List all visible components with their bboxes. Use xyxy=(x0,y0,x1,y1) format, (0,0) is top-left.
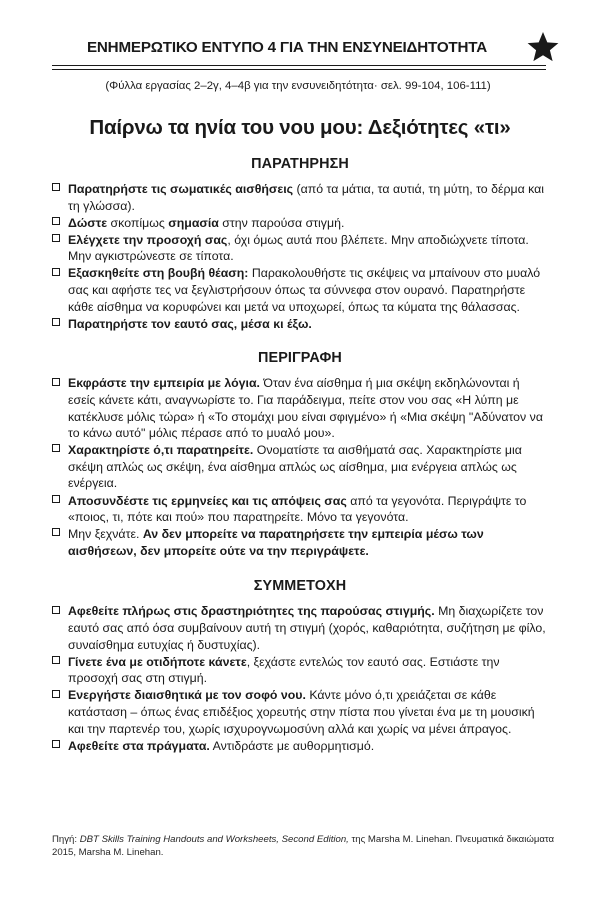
checklist xyxy=(52,181,548,332)
checkbox-icon[interactable] xyxy=(52,656,60,664)
list-item[interactable] xyxy=(52,265,548,315)
list-item-text: Ελέγχετε την προσοχή σας, όχι όμως αυτά που βλέπετε. Μην αποδιώχνετε τίποτα. Μην αγκιστρώνεστε σε τίποτα. xyxy=(68,232,529,264)
document-header xyxy=(52,0,548,140)
header-divider xyxy=(52,65,546,70)
list-item-text: Εκφράστε την εμπειρία με λόγια. Όταν ένα αίσθημα ή μια σκέψη εκδηλώνονται ή εσείς κάνετε κάτι, αναγνωρίστε το. Για παράδειγμα, πείτε στον νου σας «Η λύπη με κατέκλυσε μόλις τώρα» ή «Το στομάχι μου είναι σφιγμένο» ή «Μια σκέψη "Αδύνατον να το κάνω αυτό" μόλις πέρασε από το μυαλό μου». xyxy=(68,376,543,441)
list-item-text: Παρατηρήστε τον εαυτό σας, μέσα κι έξω. xyxy=(68,316,312,331)
section-describe xyxy=(52,350,548,559)
list-item-text: Ενεργήστε διαισθητικά με τον σοφό νου. Κάντε μόνο ό,τι χρειάζεται σε κάθε κατάσταση – όπως ένας επιδέξιος χορευτής στην πίστα που γίνεται ένα με τη μουσική και την παρτενέρ του, χωρίς ισχυρογνωμοσύνη αλλά και χωρίς να μένει άπραγος. xyxy=(68,688,535,736)
checkbox-icon[interactable] xyxy=(52,318,60,326)
header-subtitle: (Φύλλα εργασίας 2–2γ, 4–4β για την ενσυνειδητότητα· σελ. 99-104, 106-111) xyxy=(105,80,491,92)
checkbox-icon[interactable] xyxy=(52,495,60,503)
list-item[interactable] xyxy=(52,232,548,265)
checkbox-icon[interactable] xyxy=(52,378,60,386)
section-heading: ΠΕΡΙΓΡΑΦΗ xyxy=(258,350,342,367)
section-heading: ΣΥΜΜΕΤΟΧΗ xyxy=(253,578,347,595)
checkbox-icon[interactable] xyxy=(52,528,60,536)
list-item-text: Εξασκηθείτε στη βουβή θέαση: Παρακολουθήστε τις σκέψεις να μπαίνουν στο μυαλό σας και αφήστε τες να ξεγλιστρήσουν όπως τα σύννεφα στον ουρανό. Παρατηρήστε κάθε αίσθημα να κορυφώνει και μετά να υποχωρεί, όπως τα κύματα της θάλασσας. xyxy=(68,266,541,314)
banner-title: ΕΝΗΜΕΡΩΤΙΚΟ ΕΝΤΥΠΟ 4 ΓΙΑ ΤΗΝ ΕΝΣΥΝΕΙΔΗΤΟΤΗΤΑ xyxy=(86,39,487,56)
list-item-text: Αφεθείτε πλήρως στις δραστηριότητες της παρούσας στιγμής. Μη διαχωρίζετε τον εαυτό σας από όσα συμβαίνουν αυτή τη στιγμή (χορός, καθαριότητα, συζήτηση με φίλο, συναίσθημα ευτυχίας ή δυστυχίας). xyxy=(68,604,546,652)
checkbox-icon[interactable] xyxy=(52,268,60,276)
checklist xyxy=(52,603,548,754)
checkbox-icon[interactable] xyxy=(52,690,60,698)
checkbox-icon[interactable] xyxy=(52,217,60,225)
source-citation: Πηγή: DBT Skills Training Handouts and Worksheets, Second Edition, της Marsha M. Linehan. Πνευματικά δικαιώματα 2015, Marsha M. Linehan. xyxy=(52,834,555,859)
banner-row xyxy=(52,38,548,62)
list-item[interactable] xyxy=(52,442,548,492)
list-item[interactable] xyxy=(52,738,548,755)
list-item[interactable] xyxy=(52,654,548,687)
list-item-text: Χαρακτηρίστε ό,τι παρατηρείτε. Ονοματίστε τα αισθήματά σας. Χαρακτηρίστε μια σκέψη απλώς ως σκέψη, ένα αίσθημα απλώς ως αίσθημα, μια ενέργεια απλώς ως ενέργεια. xyxy=(68,443,522,491)
list-item[interactable] xyxy=(52,493,548,526)
list-item[interactable] xyxy=(52,603,548,653)
checkbox-icon[interactable] xyxy=(52,183,60,191)
checklist xyxy=(52,375,548,559)
list-item[interactable] xyxy=(52,215,548,232)
checkbox-icon[interactable] xyxy=(52,606,60,614)
list-item[interactable] xyxy=(52,526,548,559)
page-title: Παίρνω τα ηνία του νου μου: Δεξιότητες «τι» xyxy=(89,116,511,139)
list-item-text: Μην ξεχνάτε. Αν δεν μπορείτε να παρατηρήσετε την εμπειρία μέσω των αισθήσεων, δεν μπορείτε ούτε να την περιγράψετε. xyxy=(68,527,484,558)
checkbox-icon[interactable] xyxy=(52,444,60,452)
list-item[interactable] xyxy=(52,316,548,333)
star-icon xyxy=(526,30,560,64)
section-observe xyxy=(52,156,548,332)
list-item[interactable] xyxy=(52,181,548,214)
list-item-text: Γίνετε ένα με οτιδήποτε κάνετε, ξεχάστε εντελώς τον εαυτό σας. Εστιάστε την προσοχή σας στη στιγμή. xyxy=(68,654,500,686)
section-participate xyxy=(52,578,548,754)
list-item-text: Παρατηρήστε τις σωματικές αισθήσεις (από τα μάτια, τα αυτιά, τη μύτη, το δέρμα και τη γλώσσα). xyxy=(68,182,545,213)
list-item[interactable] xyxy=(52,375,548,441)
list-item-text: Αφεθείτε στα πράγματα. Αντιδράστε με αυθορμητισμό. xyxy=(68,738,375,753)
checkbox-icon[interactable] xyxy=(52,234,60,242)
list-item[interactable] xyxy=(52,687,548,737)
checkbox-icon[interactable] xyxy=(52,740,60,748)
list-item-text: Αποσυνδέστε τις ερμηνείες και τις απόψεις σας από τα γεγονότα. Περιγράψτε το «ποιος, τι, πότε και πού» που παρατηρείτε. Μόνο τα γεγονότα. xyxy=(68,493,527,525)
section-heading: ΠΑΡΑΤΗΡΗΣΗ xyxy=(251,156,349,172)
list-item-text: Δώστε σκοπίμως σημασία στην παρούσα στιγμή. xyxy=(68,215,345,230)
